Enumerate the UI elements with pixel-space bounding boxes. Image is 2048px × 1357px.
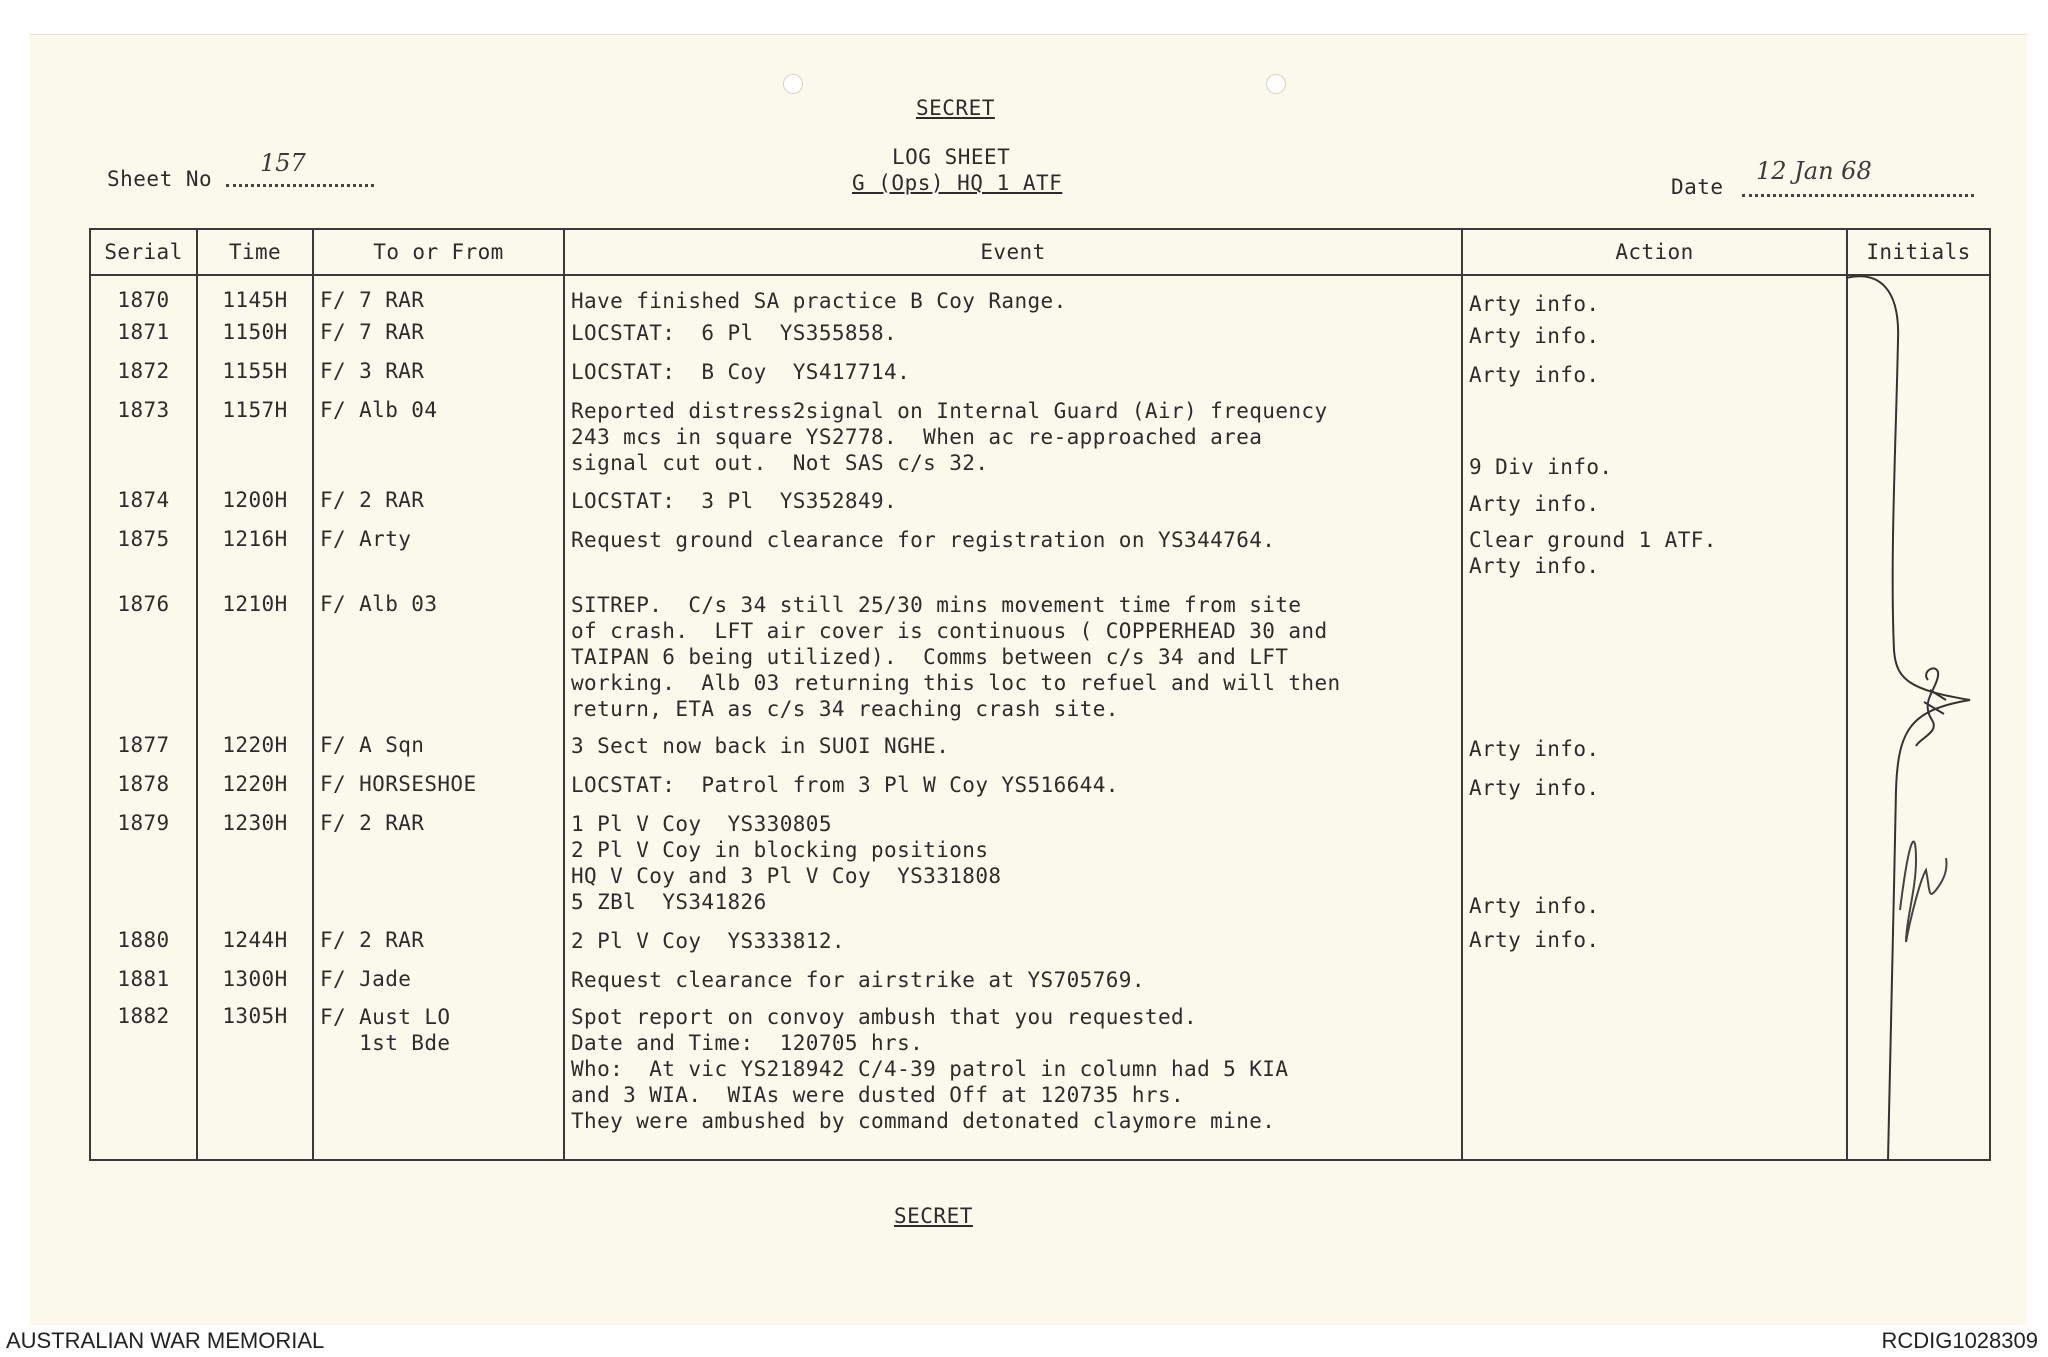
serial-cell: 1880 (90, 924, 197, 963)
time-cell: 1305H (197, 1000, 313, 1160)
from-cell: F/ 2 RAR (313, 484, 564, 523)
action-cell: Arty info. (1462, 768, 1847, 807)
serial-cell: 1882 (90, 1000, 197, 1160)
time-cell: 1200H (197, 484, 313, 523)
table-row (90, 316, 1990, 355)
serial-cell: 1870 (90, 275, 197, 316)
action-cell (1462, 1000, 1847, 1160)
initials-brace-marks (1840, 270, 2020, 1170)
from-cell: F/ 3 RAR (313, 355, 564, 394)
time-cell: 1145H (197, 275, 313, 316)
footer-institution: AUSTRALIAN WAR MEMORIAL (6, 1328, 325, 1353)
action-cell: Clear ground 1 ATF. Arty info. (1462, 523, 1847, 588)
from-cell: F/ Alb 03 (313, 588, 564, 729)
action-cell: Arty info. (1462, 807, 1847, 924)
punch-hole-right (1266, 74, 1286, 94)
col-header-time: Time (197, 229, 313, 275)
action-cell: Arty info. (1462, 484, 1847, 523)
action-cell: Arty info. (1462, 316, 1847, 355)
table-row (90, 588, 1990, 729)
table-row (90, 1000, 1990, 1160)
from-cell: F/ 2 RAR (313, 807, 564, 924)
action-cell: Arty info. (1462, 275, 1847, 316)
action-cell (1462, 588, 1847, 729)
event-cell: LOCSTAT: 6 Pl YS355858. (564, 316, 1462, 355)
date-label: Date (1671, 175, 1724, 199)
action-cell: Arty info. (1462, 355, 1847, 394)
serial-cell: 1878 (90, 768, 197, 807)
from-cell: F/ 7 RAR (313, 316, 564, 355)
time-cell: 1244H (197, 924, 313, 963)
serial-cell: 1875 (90, 523, 197, 588)
table-header-row (90, 229, 1990, 275)
event-cell: 2 Pl V Coy YS333812. (564, 924, 1462, 963)
title-line1: LOG SHEET (892, 145, 1011, 169)
time-cell: 1157H (197, 394, 313, 484)
event-cell: LOCSTAT: Patrol from 3 Pl W Coy YS516644. (564, 768, 1462, 807)
from-cell: F/ 7 RAR (313, 275, 564, 316)
date-dotted-line (1742, 194, 1974, 197)
serial-cell: 1877 (90, 729, 197, 768)
col-header-action: Action (1462, 229, 1847, 275)
time-cell: 1300H (197, 963, 313, 1000)
sheet-no-label: Sheet No (107, 167, 213, 191)
sheet-no-value: 157 (260, 149, 306, 177)
table-row (90, 963, 1990, 1000)
title-line2: G (Ops) HQ 1 ATF (852, 171, 1063, 195)
time-cell: 1210H (197, 588, 313, 729)
from-cell: F/ Alb 04 (313, 394, 564, 484)
from-cell: F/ Aust LO 1st Bde (313, 1000, 564, 1160)
from-cell: F/ Jade (313, 963, 564, 1000)
serial-cell: 1879 (90, 807, 197, 924)
time-cell: 1216H (197, 523, 313, 588)
serial-cell: 1874 (90, 484, 197, 523)
event-cell: LOCSTAT: B Coy YS417714. (564, 355, 1462, 394)
table-row (90, 523, 1990, 588)
time-cell: 1155H (197, 355, 313, 394)
table-row (90, 807, 1990, 924)
action-cell: Arty info. (1462, 924, 1847, 963)
table-row (90, 729, 1990, 768)
serial-cell: 1873 (90, 394, 197, 484)
punch-hole-left (783, 74, 803, 94)
time-cell: 1220H (197, 768, 313, 807)
date-value: 12 Jan 68 (1756, 157, 1872, 185)
classification-top: SECRET (916, 96, 995, 120)
event-cell: Request clearance for airstrike at YS705769. (564, 963, 1462, 1000)
table-row (90, 394, 1990, 484)
event-cell: SITREP. C/s 34 still 25/30 mins movement time from site of crash. LFT air cover is continuous ( COPPERHEAD 30 and TAIPAN 6 being utilized). Comms between c/s 34 and LFT working. Alb 03 returning this loc to refuel and will then return, ETA as c/s 34 reaching crash site. (564, 588, 1462, 729)
classification-bottom: SECRET (894, 1204, 973, 1228)
col-header-to-or-from: To or From (313, 229, 564, 275)
table-row (90, 275, 1990, 316)
from-cell: F/ 2 RAR (313, 924, 564, 963)
from-cell: F/ A Sqn (313, 729, 564, 768)
table-row (90, 768, 1990, 807)
from-cell: F/ Arty (313, 523, 564, 588)
serial-cell: 1881 (90, 963, 197, 1000)
log-table (89, 228, 1991, 1161)
time-cell: 1230H (197, 807, 313, 924)
action-cell (1462, 963, 1847, 1000)
table-row (90, 924, 1990, 963)
event-cell: 3 Sect now back in SUOI NGHE. (564, 729, 1462, 768)
action-cell: Arty info. (1462, 729, 1847, 768)
serial-cell: 1871 (90, 316, 197, 355)
event-cell: Reported distress2signal on Internal Guard (Air) frequency 243 mcs in square YS2778. When ac re-approached area signal cut out. Not SAS c/s 32. (564, 394, 1462, 484)
action-cell: 9 Div info. (1462, 394, 1847, 484)
col-header-initials: Initials (1847, 229, 1990, 275)
event-cell: Have finished SA practice B Coy Range. (564, 275, 1462, 316)
footer-record-id: RCDIG1028309 (1881, 1328, 2038, 1353)
event-cell: LOCSTAT: 3 Pl YS352849. (564, 484, 1462, 523)
serial-cell: 1872 (90, 355, 197, 394)
event-cell: Spot report on convoy ambush that you requested. Date and Time: 120705 hrs. Who: At vic YS218942 C/4-39 patrol in column had 5 KIA and 3 WIA. WIAs were dusted Off at 120735 hrs. They were ambushed by command detonated claymore mine. (564, 1000, 1462, 1160)
event-cell: 1 Pl V Coy YS330805 2 Pl V Coy in blocking positions HQ V Coy and 3 Pl V Coy YS331808 5 ZBl YS341826 (564, 807, 1462, 924)
time-cell: 1220H (197, 729, 313, 768)
serial-cell: 1876 (90, 588, 197, 729)
col-header-event: Event (564, 229, 1462, 275)
from-cell: F/ HORSESHOE (313, 768, 564, 807)
col-header-serial: Serial (90, 229, 197, 275)
sheet-no-dotted-line (226, 184, 374, 187)
table-row (90, 355, 1990, 394)
time-cell: 1150H (197, 316, 313, 355)
event-cell: Request ground clearance for registration on YS344764. (564, 523, 1462, 588)
table-row (90, 484, 1990, 523)
